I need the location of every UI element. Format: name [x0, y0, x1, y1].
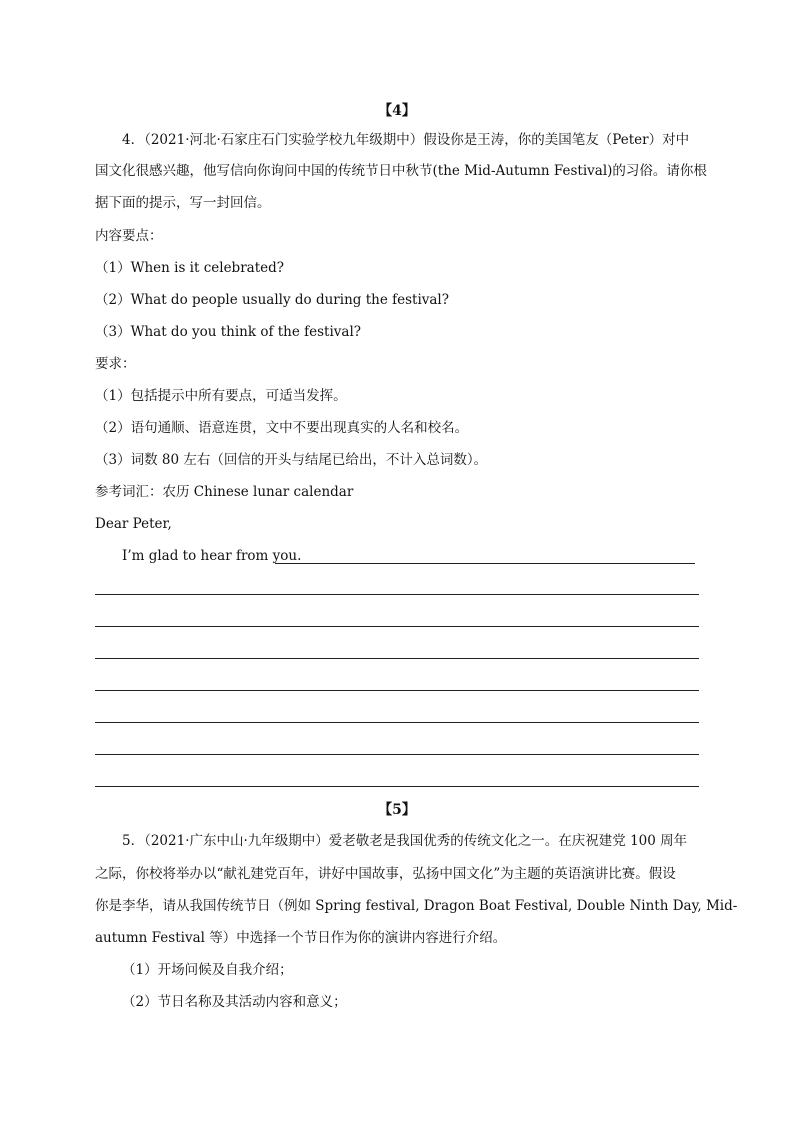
answer-line-8[interactable]	[95, 786, 699, 787]
question-5-header: 【5】	[378, 802, 416, 818]
question-4-prompt-line-3: 据下面的提示，写一封回信。	[95, 195, 271, 211]
question-5-prompt-line-4: autumn Festival 等）中选择一个节日作为你的演讲内容进行介绍。	[95, 930, 507, 946]
question-4-prompt-line-1: 4．（2021·河北·石家庄石门实验学校九年级期中）假设你是王涛，你的美国笔友（Peter）对中	[122, 132, 690, 148]
answer-line-2[interactable]	[95, 594, 699, 595]
requirement-2: （2）语句通顺、语意连贯，文中不要出现真实的人名和校名。	[95, 420, 469, 436]
question-4-header: 【4】	[378, 103, 416, 119]
requirements-label: 要求：	[95, 356, 136, 372]
question-5-item-1: （1）开场问候及自我介绍；	[122, 962, 293, 978]
letter-opening: I’m glad to hear from you.	[122, 548, 302, 564]
vocabulary-hint: 参考词汇：农历 Chinese lunar calendar	[95, 484, 354, 500]
answer-line-6[interactable]	[95, 722, 699, 723]
answer-line-5[interactable]	[95, 690, 699, 691]
content-point-1: （1）When is it celebrated?	[95, 260, 284, 276]
answer-line-1[interactable]	[275, 563, 695, 564]
question-5-prompt-line-1: 5．（2021·广东中山·九年级期中）爱老敬老是我国优秀的传统文化之一。在庆祝建党 100 周年	[122, 833, 688, 849]
content-point-3: （3）What do you think of the festival?	[95, 324, 362, 340]
content-point-2: （2）What do people usually do during the festival?	[95, 292, 449, 308]
question-5-prompt-line-3: 你是李华，请从我国传统节日（例如 Spring festival, Dragon Boat Festival, Double Ninth Day, Mid-	[95, 898, 738, 914]
requirement-1: （1）包括提示中所有要点，可适当发挥。	[95, 388, 347, 404]
question-4-prompt-line-2: 国文化很感兴趣，他写信向你询问中国的传统节日中秋节(the Mid-Autumn Festival)的习俗。请你根	[95, 163, 707, 179]
question-5-prompt-line-2: 之际，你校将举办以“献礼建党百年，讲好中国故事，弘扬中国文化”为主题的英语演讲比赛。假设	[95, 866, 676, 882]
letter-greeting: Dear Peter,	[95, 516, 172, 532]
answer-line-4[interactable]	[95, 658, 699, 659]
requirement-3: （3）词数 80 左右（回信的开头与结尾已给出，不计入总词数）。	[95, 452, 488, 468]
content-points-label: 内容要点：	[95, 228, 163, 244]
answer-line-7[interactable]	[95, 754, 699, 755]
answer-line-3[interactable]	[95, 626, 699, 627]
question-5-item-2: （2）节日名称及其活动内容和意义；	[122, 994, 347, 1010]
